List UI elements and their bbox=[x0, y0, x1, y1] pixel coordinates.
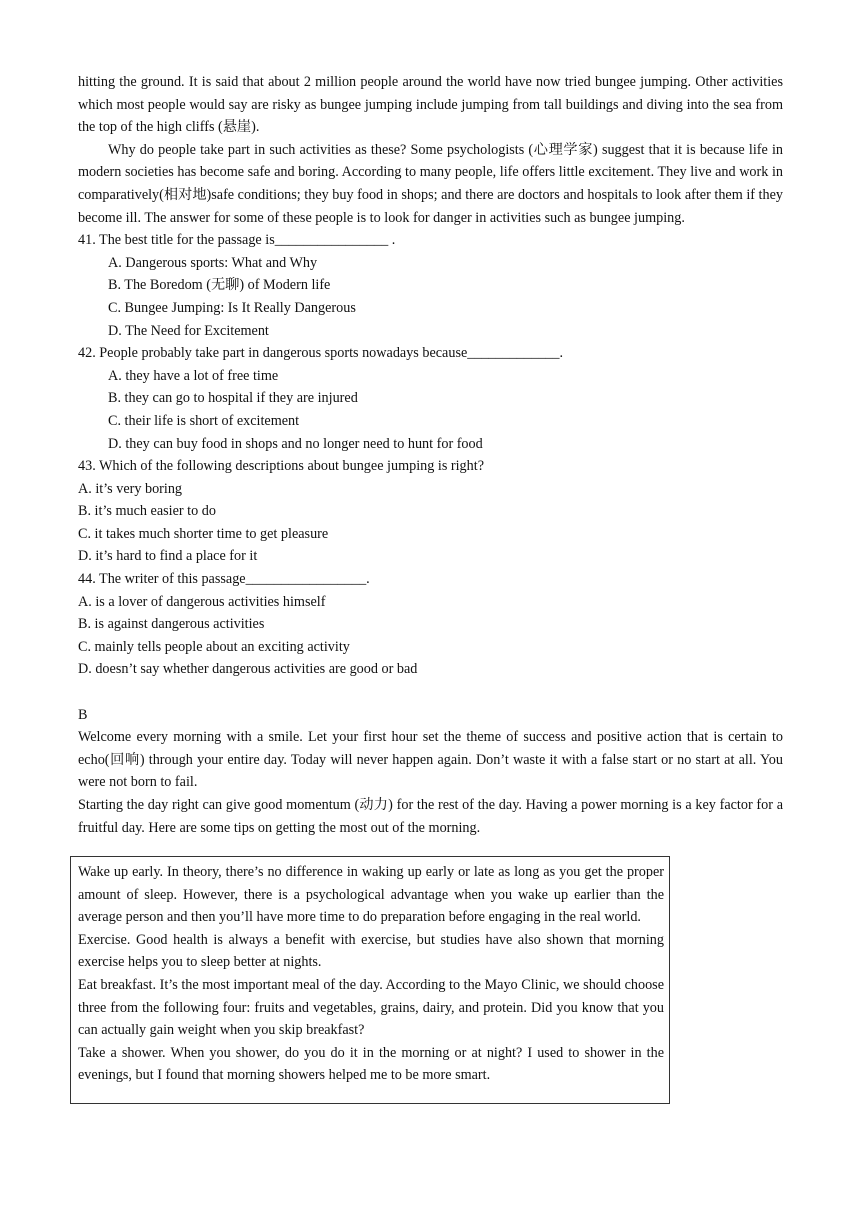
passage-a-paragraph-2: Why do people take part in such activities as these? Some psychologists (心理学家) suggest that it is because life in modern societies has become safe and boring. According to many people, life offers little excitement. They live and work in comparatively(相对地)safe conditions; they buy food in shops; and there are doctors and hospitals to look after them if they become ill. The answer for some of these people is to look for danger in activities such as bungee jumping. bbox=[78, 141, 783, 226]
question-option: D. doesn’t say whether dangerous activities are good or bad bbox=[78, 661, 418, 678]
question-41 bbox=[78, 229, 783, 342]
tip-take-a-shower: Take a shower. When you shower, do you do it in the morning or at night? I used to shower in the evenings, but I found that morning showers helped me to be more smart. bbox=[78, 1044, 664, 1084]
question-option: C. Bungee Jumping: Is It Really Dangerous bbox=[108, 299, 356, 316]
passage-a-paragraph-1: hitting the ground. It is said that about 2 million people around the world have now tried bungee jumping. Other activities which most people would say are risky as bungee jumping include jumping from tall buildings and diving into the sea from the top of the high cliffs (悬崖). bbox=[78, 74, 783, 136]
question-option: C. mainly tells people about an exciting activity bbox=[78, 638, 350, 655]
section-b-label: B bbox=[78, 706, 88, 723]
question-option: A. Dangerous sports: What and Why bbox=[108, 254, 318, 271]
tip-exercise: Exercise. Good health is always a benefit with exercise, but studies have also shown that morning exercise helps you to sleep better at nights. bbox=[78, 931, 664, 971]
question-option: A. is a lover of dangerous activities himself bbox=[78, 593, 326, 610]
question-stem: 42. People probably take part in dangerous sports nowadays because_____________. bbox=[78, 345, 564, 362]
question-option: D. The Need for Excitement bbox=[108, 322, 269, 339]
section-b-paragraph-1: Welcome every morning with a smile. Let your first hour set the theme of success and positive action that is certain to echo(回响) through your entire day. Today will never happen again. Don’t waste it with a false start or no start at all. You were not born to fail. bbox=[78, 729, 783, 791]
section-spacer bbox=[78, 681, 783, 704]
question-option: D. they can buy food in shops and no longer need to hunt for food bbox=[108, 435, 483, 452]
question-option: B. is against dangerous activities bbox=[78, 616, 265, 633]
question-stem: 44. The writer of this passage_________________. bbox=[78, 571, 370, 588]
question-option: B. it’s much easier to do bbox=[78, 503, 216, 520]
tips-box bbox=[70, 856, 670, 1104]
question-42 bbox=[78, 342, 783, 455]
tip-eat-breakfast: Eat breakfast. It’s the most important meal of the day. According to the Mayo Clinic, we should choose three from the following four: fruits and vegetables, grains, dairy, and protein. Did you know that you can actually gain weight when you skip breakfast? bbox=[78, 976, 664, 1039]
question-option: C. it takes much shorter time to get pleasure bbox=[78, 525, 329, 542]
question-option: D. it’s hard to find a place for it bbox=[78, 548, 258, 565]
question-stem: 41. The best title for the passage is________________ . bbox=[78, 232, 396, 249]
question-43 bbox=[78, 455, 783, 568]
question-44 bbox=[78, 568, 783, 681]
question-option: B. they can go to hospital if they are injured bbox=[108, 390, 358, 407]
question-option: B. The Boredom (无聊) of Modern life bbox=[108, 277, 331, 294]
tip-wake-up-early: Wake up early. In theory, there’s no difference in waking up early or late as long as you get the proper amount of sleep. However, there is a psychological advantage when you wake up earlier than the average person and then you’ll have more time to do preparation before engaging in the real world. bbox=[78, 864, 664, 926]
section-b-paragraph-2: Starting the day right can give good momentum (动力) for the rest of the day. Having a power morning is a key factor for a fruitful day. Here are some tips on getting the most out of the morning. bbox=[78, 797, 783, 836]
document-page bbox=[78, 71, 783, 839]
question-stem: 43. Which of the following descriptions about bungee jumping is right? bbox=[78, 458, 484, 475]
question-option: A. it’s very boring bbox=[78, 480, 183, 497]
question-option: C. their life is short of excitement bbox=[108, 412, 300, 429]
question-option: A. they have a lot of free time bbox=[108, 367, 279, 384]
